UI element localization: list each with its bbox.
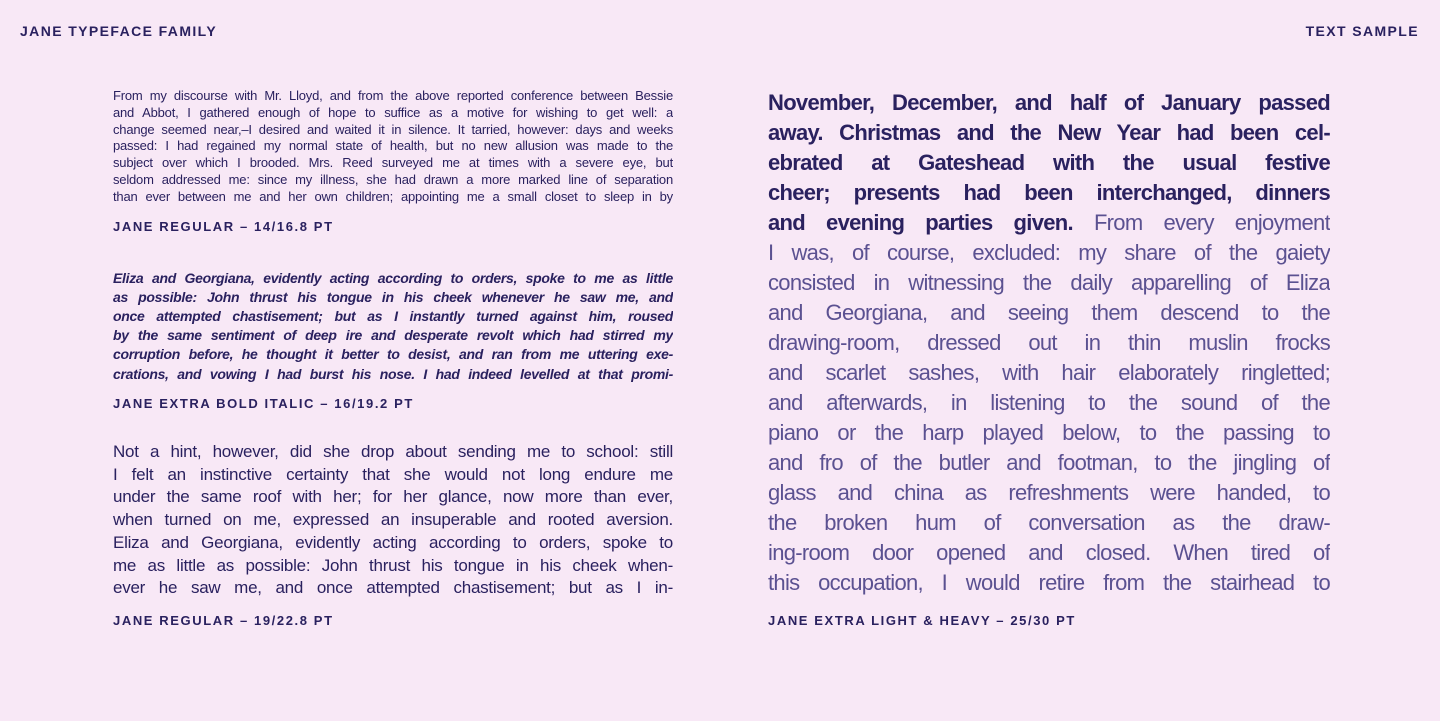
- text-segment-heavy: away. Christmas and the New Year had been cel-: [768, 120, 1330, 145]
- text-line: [768, 148, 1330, 178]
- text-line: [768, 568, 1330, 598]
- text-line: corruption before, he thought it better to desist, and ran from me uttering exe-: [113, 346, 673, 363]
- text-line: once attempted chastisement; but as I instantly turned against him, roused: [113, 307, 673, 324]
- sample-caption-jane-extra-light-heavy: JANE EXTRA LIGHT & HEAVY – 25/30 PT: [768, 613, 1076, 628]
- sample-caption-jane-extra-bold-italic: JANE EXTRA BOLD ITALIC – 16/19.2 PT: [113, 395, 414, 411]
- right-column: [768, 88, 1330, 628]
- sample-jane-extra-light-heavy: [768, 88, 1330, 598]
- sample-caption-jane-regular-small: JANE REGULAR – 14/16.8 PT: [113, 218, 334, 234]
- text-line: [768, 88, 1330, 118]
- text-line: [768, 238, 1330, 268]
- text-line: [768, 388, 1330, 418]
- text-line: [768, 508, 1330, 538]
- text-line: I felt an instinctive certainty that she would not long endure me: [113, 464, 673, 484]
- text-line: ever he saw me, and once attempted chastisement; but as I in-: [113, 578, 673, 598]
- text-line: when turned on me, expressed an insuperable and rooted aversion.: [113, 510, 673, 530]
- text-line: Eliza and Georgiana, evidently acting according to orders, spoke to me as little: [113, 269, 673, 286]
- text-segment-light: consisted in witnessing the daily apparelling of Eliza: [768, 270, 1330, 295]
- text-segment-light: and scarlet sashes, with hair elaborately ringletted;: [768, 360, 1330, 385]
- text-segment-light: From every enjoyment: [1072, 210, 1330, 235]
- text-segment-light: ing-room door opened and closed. When tired of: [768, 540, 1330, 565]
- page-title: JANE TYPEFACE FAMILY: [20, 23, 218, 39]
- text-line: crations, and vowing I had burst his nose. I had indeed levelled at that promi-: [113, 365, 673, 382]
- text-segment-heavy: and evening parties given.: [768, 210, 1073, 235]
- text-line: [768, 448, 1330, 478]
- corner-label: TEXT SAMPLE: [1305, 23, 1419, 39]
- text-segment-light: and fro of the butler and footman, to the jingling of: [768, 450, 1330, 475]
- text-line: change seemed near,–I desired and waited it in silence. It tarried, however: days and weeks: [113, 121, 673, 137]
- text-line: seldom addressed me: since my illness, she had drawn a more marked line of separation: [113, 171, 673, 187]
- text-segment-light: drawing-room, dressed out in thin muslin frocks: [768, 330, 1330, 355]
- text-segment-light: piano or the harp played below, to the passing to: [768, 420, 1330, 445]
- text-line: [768, 268, 1330, 298]
- text-line: Eliza and Georgiana, evidently acting according to orders, spoke to: [113, 532, 673, 552]
- text-segment-heavy: ebrated at Gateshead with the usual festive: [768, 150, 1330, 175]
- text-line: and Abbot, I gathered enough of hope to suffice as a motive for wishing to get well: a: [113, 104, 673, 120]
- sample-caption-jane-regular-large: JANE REGULAR – 19/22.8 PT: [113, 613, 334, 629]
- text-line: me as little as possible: John thrust his tongue in his cheek when-: [113, 555, 673, 575]
- text-line: than ever between me and her own children; appointing me a small closet to sleep in by: [113, 188, 673, 204]
- text-line: passed: I had regained my normal state of health, but no new allusion was made to the: [113, 138, 673, 154]
- sample-jane-regular-small: [113, 88, 673, 206]
- text-segment-light: glass and china as refreshments were handed, to: [768, 480, 1330, 505]
- text-segment-light: I was, of course, excluded: my share of the gaiety: [768, 240, 1330, 265]
- text-line: [768, 538, 1330, 568]
- text-line: [768, 358, 1330, 388]
- text-segment-light: and afterwards, in listening to the sound of the: [768, 390, 1330, 415]
- text-segment-light: and Georgiana, and seeing them descend to the: [768, 300, 1330, 325]
- text-line: as possible: John thrust his tongue in his cheek whenever he saw me, and: [113, 288, 673, 305]
- text-segment-heavy: November, December, and half of January passed: [768, 90, 1330, 115]
- text-line: [768, 478, 1330, 508]
- text-line: by the same sentiment of deep ire and desperate revolt which had stirred my: [113, 327, 673, 344]
- text-line: [768, 178, 1330, 208]
- text-line: [768, 118, 1330, 148]
- text-line: [768, 418, 1330, 448]
- text-segment-heavy: cheer; presents had been interchanged, dinners: [768, 180, 1330, 205]
- text-segment-light: this occupation, I would retire from the stairhead to: [768, 570, 1330, 595]
- text-line: From my discourse with Mr. Lloyd, and from the above reported conference between Bessie: [113, 88, 673, 103]
- left-column: [113, 88, 673, 628]
- text-line: under the same roof with her; for her glance, now more than ever,: [113, 487, 673, 507]
- text-line: subject over which I brooded. Mrs. Reed surveyed me at times with a severe eye, but: [113, 155, 673, 171]
- text-line: [768, 208, 1330, 238]
- text-line: [768, 298, 1330, 328]
- text-segment-light: the broken hum of conversation as the draw-: [768, 510, 1330, 535]
- text-line: Not a hint, however, did she drop about sending me to school: still: [113, 441, 673, 461]
- sample-jane-extra-bold-italic: [113, 269, 673, 384]
- text-line: [768, 328, 1330, 358]
- sample-jane-regular-large: [113, 441, 673, 601]
